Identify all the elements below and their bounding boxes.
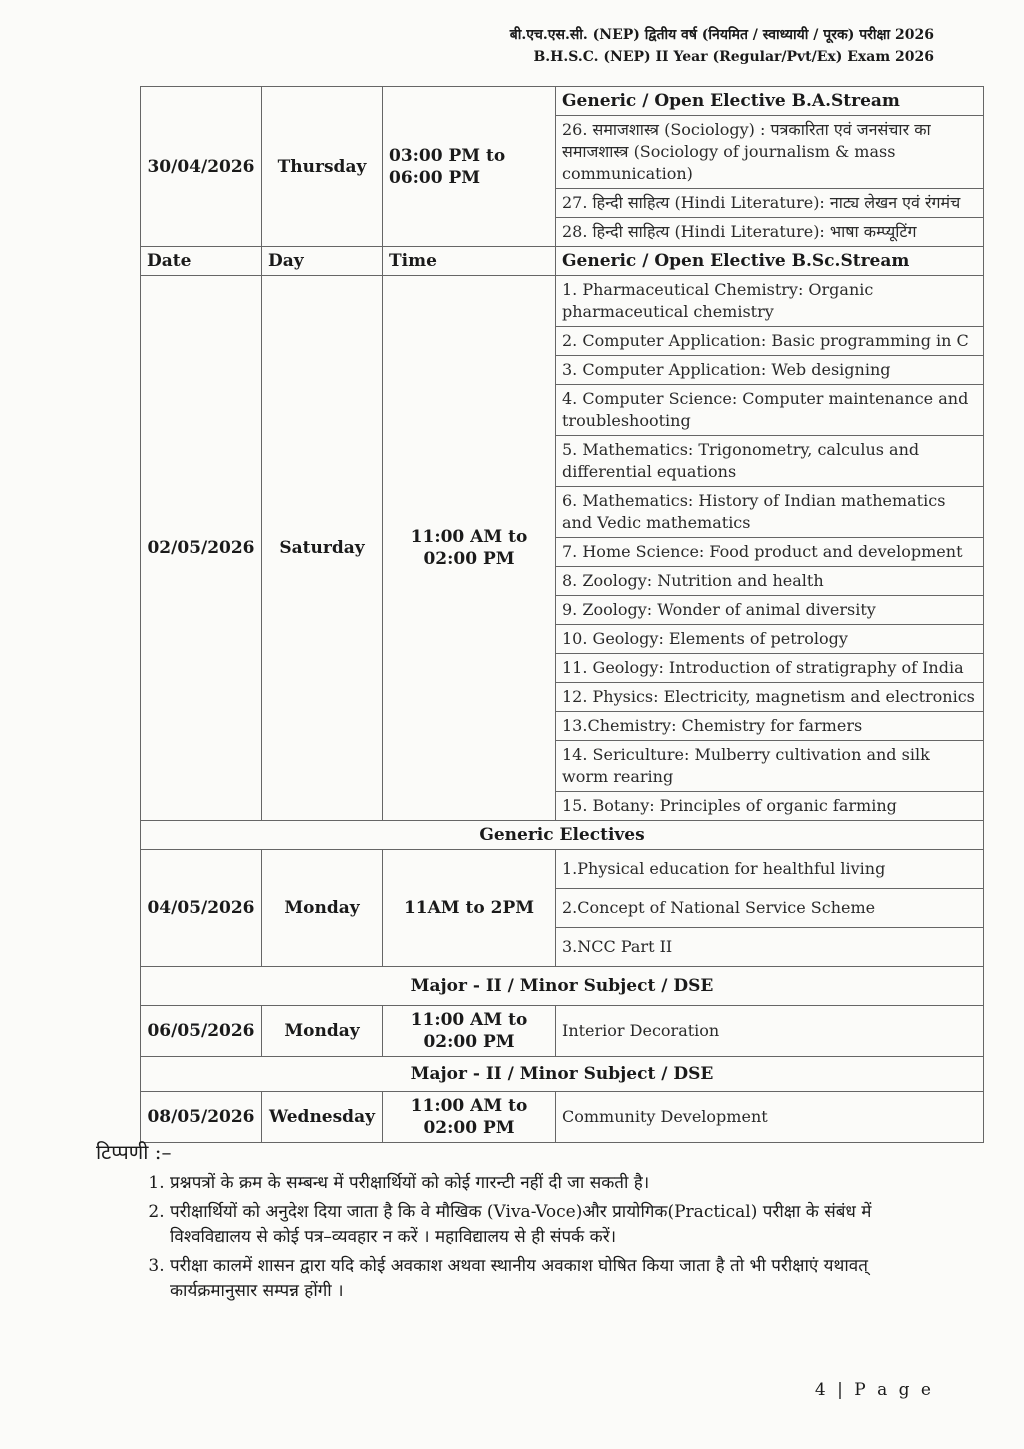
subject-cell: 3.NCC Part II xyxy=(556,928,984,967)
notes-title: टिप्पणी :– xyxy=(96,1140,172,1164)
table-row xyxy=(141,87,984,116)
subject-cell: 11. Geology: Introduction of stratigraphy of India xyxy=(556,654,984,683)
day-cell: Monday xyxy=(262,1006,383,1057)
notes-list xyxy=(96,1171,946,1304)
subject-cell: 12. Physics: Electricity, magnetism and electronics xyxy=(556,683,984,712)
time-cell: 11:00 AM to 02:00 PM xyxy=(383,276,556,821)
date-cell: 30/04/2026 xyxy=(141,87,262,247)
time-cell: 03:00 PM to 06:00 PM xyxy=(383,87,556,247)
header-hindi: बी.एच.एस.सी. (NEP) द्वितीय वर्ष (नियमित / स्वाध्यायी / पूरक) परीक्षा 2026 xyxy=(509,27,934,43)
table-row xyxy=(141,1006,984,1057)
document-header xyxy=(510,24,934,68)
subject-cell: 2. Computer Application: Basic programming in C xyxy=(556,327,984,356)
date-cell: 02/05/2026 xyxy=(141,276,262,821)
subject-cell: 28. हिन्दी साहित्य (Hindi Literature): भाषा कम्प्यूटिंग xyxy=(556,218,984,247)
time-cell: 11:00 AM to 02:00 PM xyxy=(383,1092,556,1143)
header-english: B.H.S.C. (NEP) II Year (Regular/Pvt/Ex) Exam 2026 xyxy=(533,49,934,65)
date-cell: 06/05/2026 xyxy=(141,1006,262,1057)
note-item: 1. प्रश्नपत्रों के क्रम के सम्बन्ध में परीक्षार्थियों को कोई गारन्टी नहीं दी जा सकती है। xyxy=(170,1171,946,1196)
subject-cell: 1. Pharmaceutical Chemistry: Organic pharmaceutical chemistry xyxy=(556,276,984,327)
time-cell: 11:00 AM to 02:00 PM xyxy=(383,1006,556,1057)
page-number: 4 | P a g e xyxy=(814,1380,934,1400)
header-stream: Generic / Open Elective B.Sc.Stream xyxy=(556,247,984,276)
day-cell: Saturday xyxy=(262,276,383,821)
subject-cell: 9. Zoology: Wonder of animal diversity xyxy=(556,596,984,625)
section-generic-electives: Generic Electives xyxy=(141,821,984,850)
subject-cell: 5. Mathematics: Trigonometry, calculus and differential equations xyxy=(556,436,984,487)
day-cell: Monday xyxy=(262,850,383,967)
date-cell: 04/05/2026 xyxy=(141,850,262,967)
section-major-minor-dse: Major - II / Minor Subject / DSE xyxy=(141,967,984,1006)
subject-cell: 8. Zoology: Nutrition and health xyxy=(556,567,984,596)
subject-cell: 6. Mathematics: History of Indian mathematics and Vedic mathematics xyxy=(556,487,984,538)
subject-cell: 13.Chemistry: Chemistry for farmers xyxy=(556,712,984,741)
exam-schedule-table xyxy=(140,86,984,1143)
section-major-minor-dse: Major - II / Minor Subject / DSE xyxy=(141,1057,984,1092)
subject-cell: 27. हिन्दी साहित्य (Hindi Literature): नाट्य लेखन एवं रंगमंच xyxy=(556,189,984,218)
table-row xyxy=(141,276,984,327)
table-row xyxy=(141,850,984,889)
subject-cell: 2.Concept of National Service Scheme xyxy=(556,889,984,928)
subject-cell: 10. Geology: Elements of petrology xyxy=(556,625,984,654)
header-day: Day xyxy=(262,247,383,276)
subject-cell: 7. Home Science: Food product and development xyxy=(556,538,984,567)
day-cell: Wednesday xyxy=(262,1092,383,1143)
note-item: 3. परीक्षा कालमें शासन द्वारा यदि कोई अवकाश अथवा स्थानीय अवकाश घोषित किया जाता है तो भी परीक्षाएं यथावत् कार्यक्रमानुसार सम्पन्न होंगी । xyxy=(170,1254,946,1304)
subject-cell: 26. समाजशास्त्र (Sociology) : पत्रकारिता एवं जनसंचार का समाजशास्त्र (Sociology of journalism & mass communication) xyxy=(556,116,984,189)
stream-heading: Generic / Open Elective B.A.Stream xyxy=(556,87,984,116)
section-row xyxy=(141,821,984,850)
subject-cell: 15. Botany: Principles of organic farming xyxy=(556,792,984,821)
column-header-row xyxy=(141,247,984,276)
subject-cell: Interior Decoration xyxy=(556,1006,984,1057)
header-date: Date xyxy=(141,247,262,276)
subject-cell: 4. Computer Science: Computer maintenance and troubleshooting xyxy=(556,385,984,436)
date-cell: 08/05/2026 xyxy=(141,1092,262,1143)
header-time: Time xyxy=(383,247,556,276)
subject-cell: Community Development xyxy=(556,1092,984,1143)
subject-cell: 14. Sericulture: Mulberry cultivation and silk worm rearing xyxy=(556,741,984,792)
section-row xyxy=(141,967,984,1006)
time-cell: 11AM to 2PM xyxy=(383,850,556,967)
note-item: 2. परीक्षार्थियों को अनुदेश दिया जाता है कि वे मौखिक (Viva-Voce)और प्रायोगिक(Practical) परीक्षा के संबंध में विश्वविद्यालय से कोई पत्र–व्यवहार न करें । महाविद्यालय से ही संपर्क करें। xyxy=(170,1200,946,1250)
subject-cell: 1.Physical education for healthful living xyxy=(556,850,984,889)
day-cell: Thursday xyxy=(262,87,383,247)
section-row xyxy=(141,1057,984,1092)
subject-cell: 3. Computer Application: Web designing xyxy=(556,356,984,385)
table-row xyxy=(141,1092,984,1143)
notes-section xyxy=(96,1140,946,1308)
